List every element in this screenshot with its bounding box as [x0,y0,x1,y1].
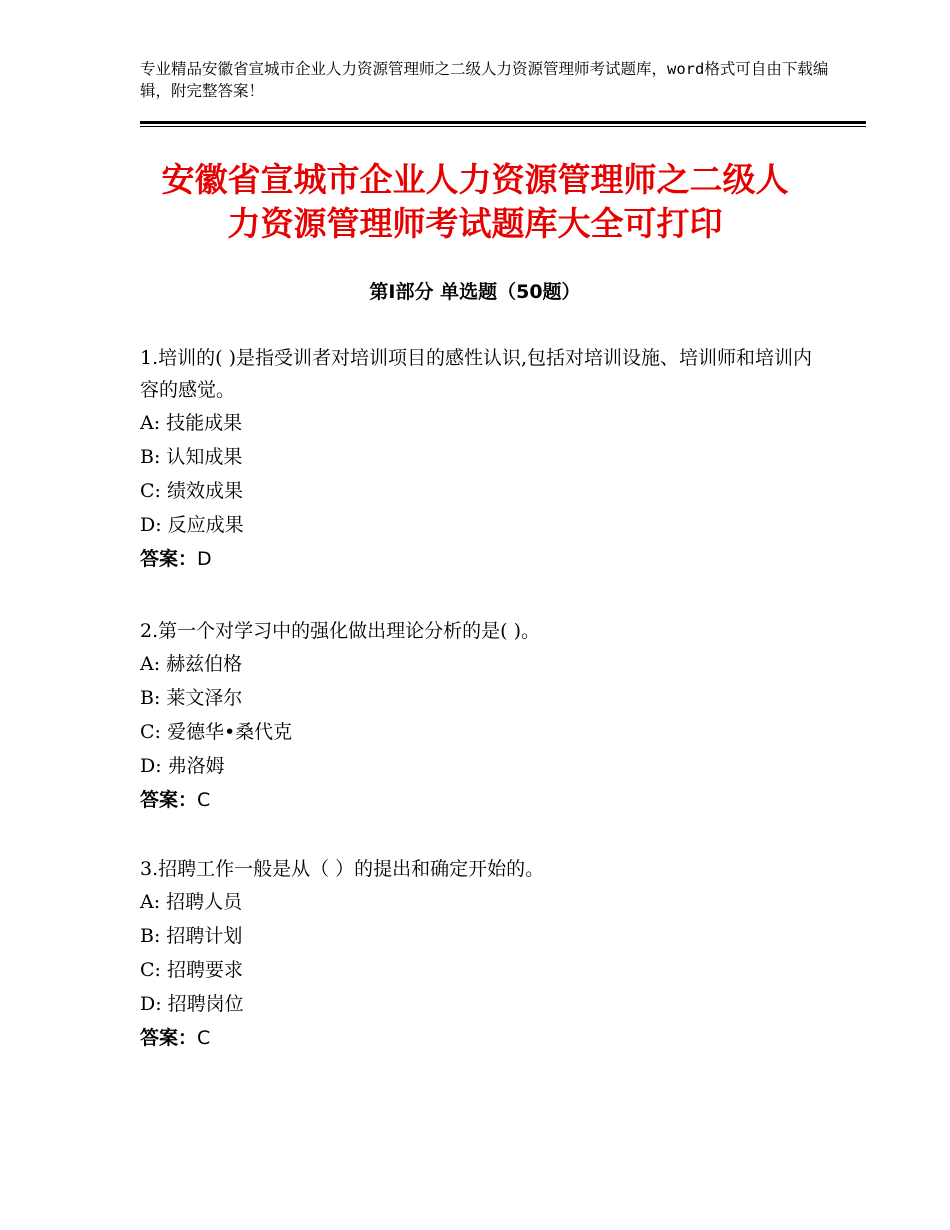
option-a: A: 赫兹伯格 [140,653,243,675]
section-title: 第Ⅰ部分 单选题（50题） [369,281,581,303]
answer-line [140,1021,820,1055]
question-2 [140,615,820,817]
question-text: 3.招聘工作一般是从（ ）的提出和确定开始的。 [140,858,545,880]
answer-line [140,542,820,576]
option-d: D: 弗洛姆 [140,755,225,777]
option-b: B: 招聘计划 [140,925,243,947]
option-d: D: 招聘岗位 [140,993,244,1015]
header-note: 专业精品安徽省宣城市企业人力资源管理师之二级人力资源管理师考试题库，word格式可自由下载编辑，附完整答案！ [140,60,829,100]
option-c: C: 绩效成果 [140,480,243,502]
title-line-1: 安徽省宣城市企业人力资源管理师之二级人 [161,160,789,199]
answer-label: 答案： [140,548,198,570]
document-title [110,158,840,246]
option-b: B: 认知成果 [140,446,243,468]
header-rule-thick [140,121,866,124]
option-a: A: 招聘人员 [140,891,243,913]
header-rule-thin [140,126,866,127]
option-b: B: 莱文泽尔 [140,687,243,709]
option-c: C: 爱德华•桑代克 [140,721,293,743]
answer-value: D [197,548,212,570]
answer-label: 答案： [140,1027,198,1049]
question-text: 1.培训的( )是指受训者对培训项目的感性认识,包括对培训设施、培训师和培训内容的感觉。 [140,347,813,401]
option-d: D: 反应成果 [140,514,244,536]
question-1 [140,342,820,576]
answer-line [140,783,820,817]
question-text: 2.第一个对学习中的强化做出理论分析的是( )。 [140,620,540,642]
answer-label: 答案： [140,789,198,811]
option-a: A: 技能成果 [140,412,243,434]
answer-value: C [197,789,211,811]
option-c: C: 招聘要求 [140,959,243,981]
title-line-2: 力资源管理师考试题库大全可打印 [227,204,723,243]
answer-value: C [197,1027,211,1049]
question-3 [140,853,820,1055]
